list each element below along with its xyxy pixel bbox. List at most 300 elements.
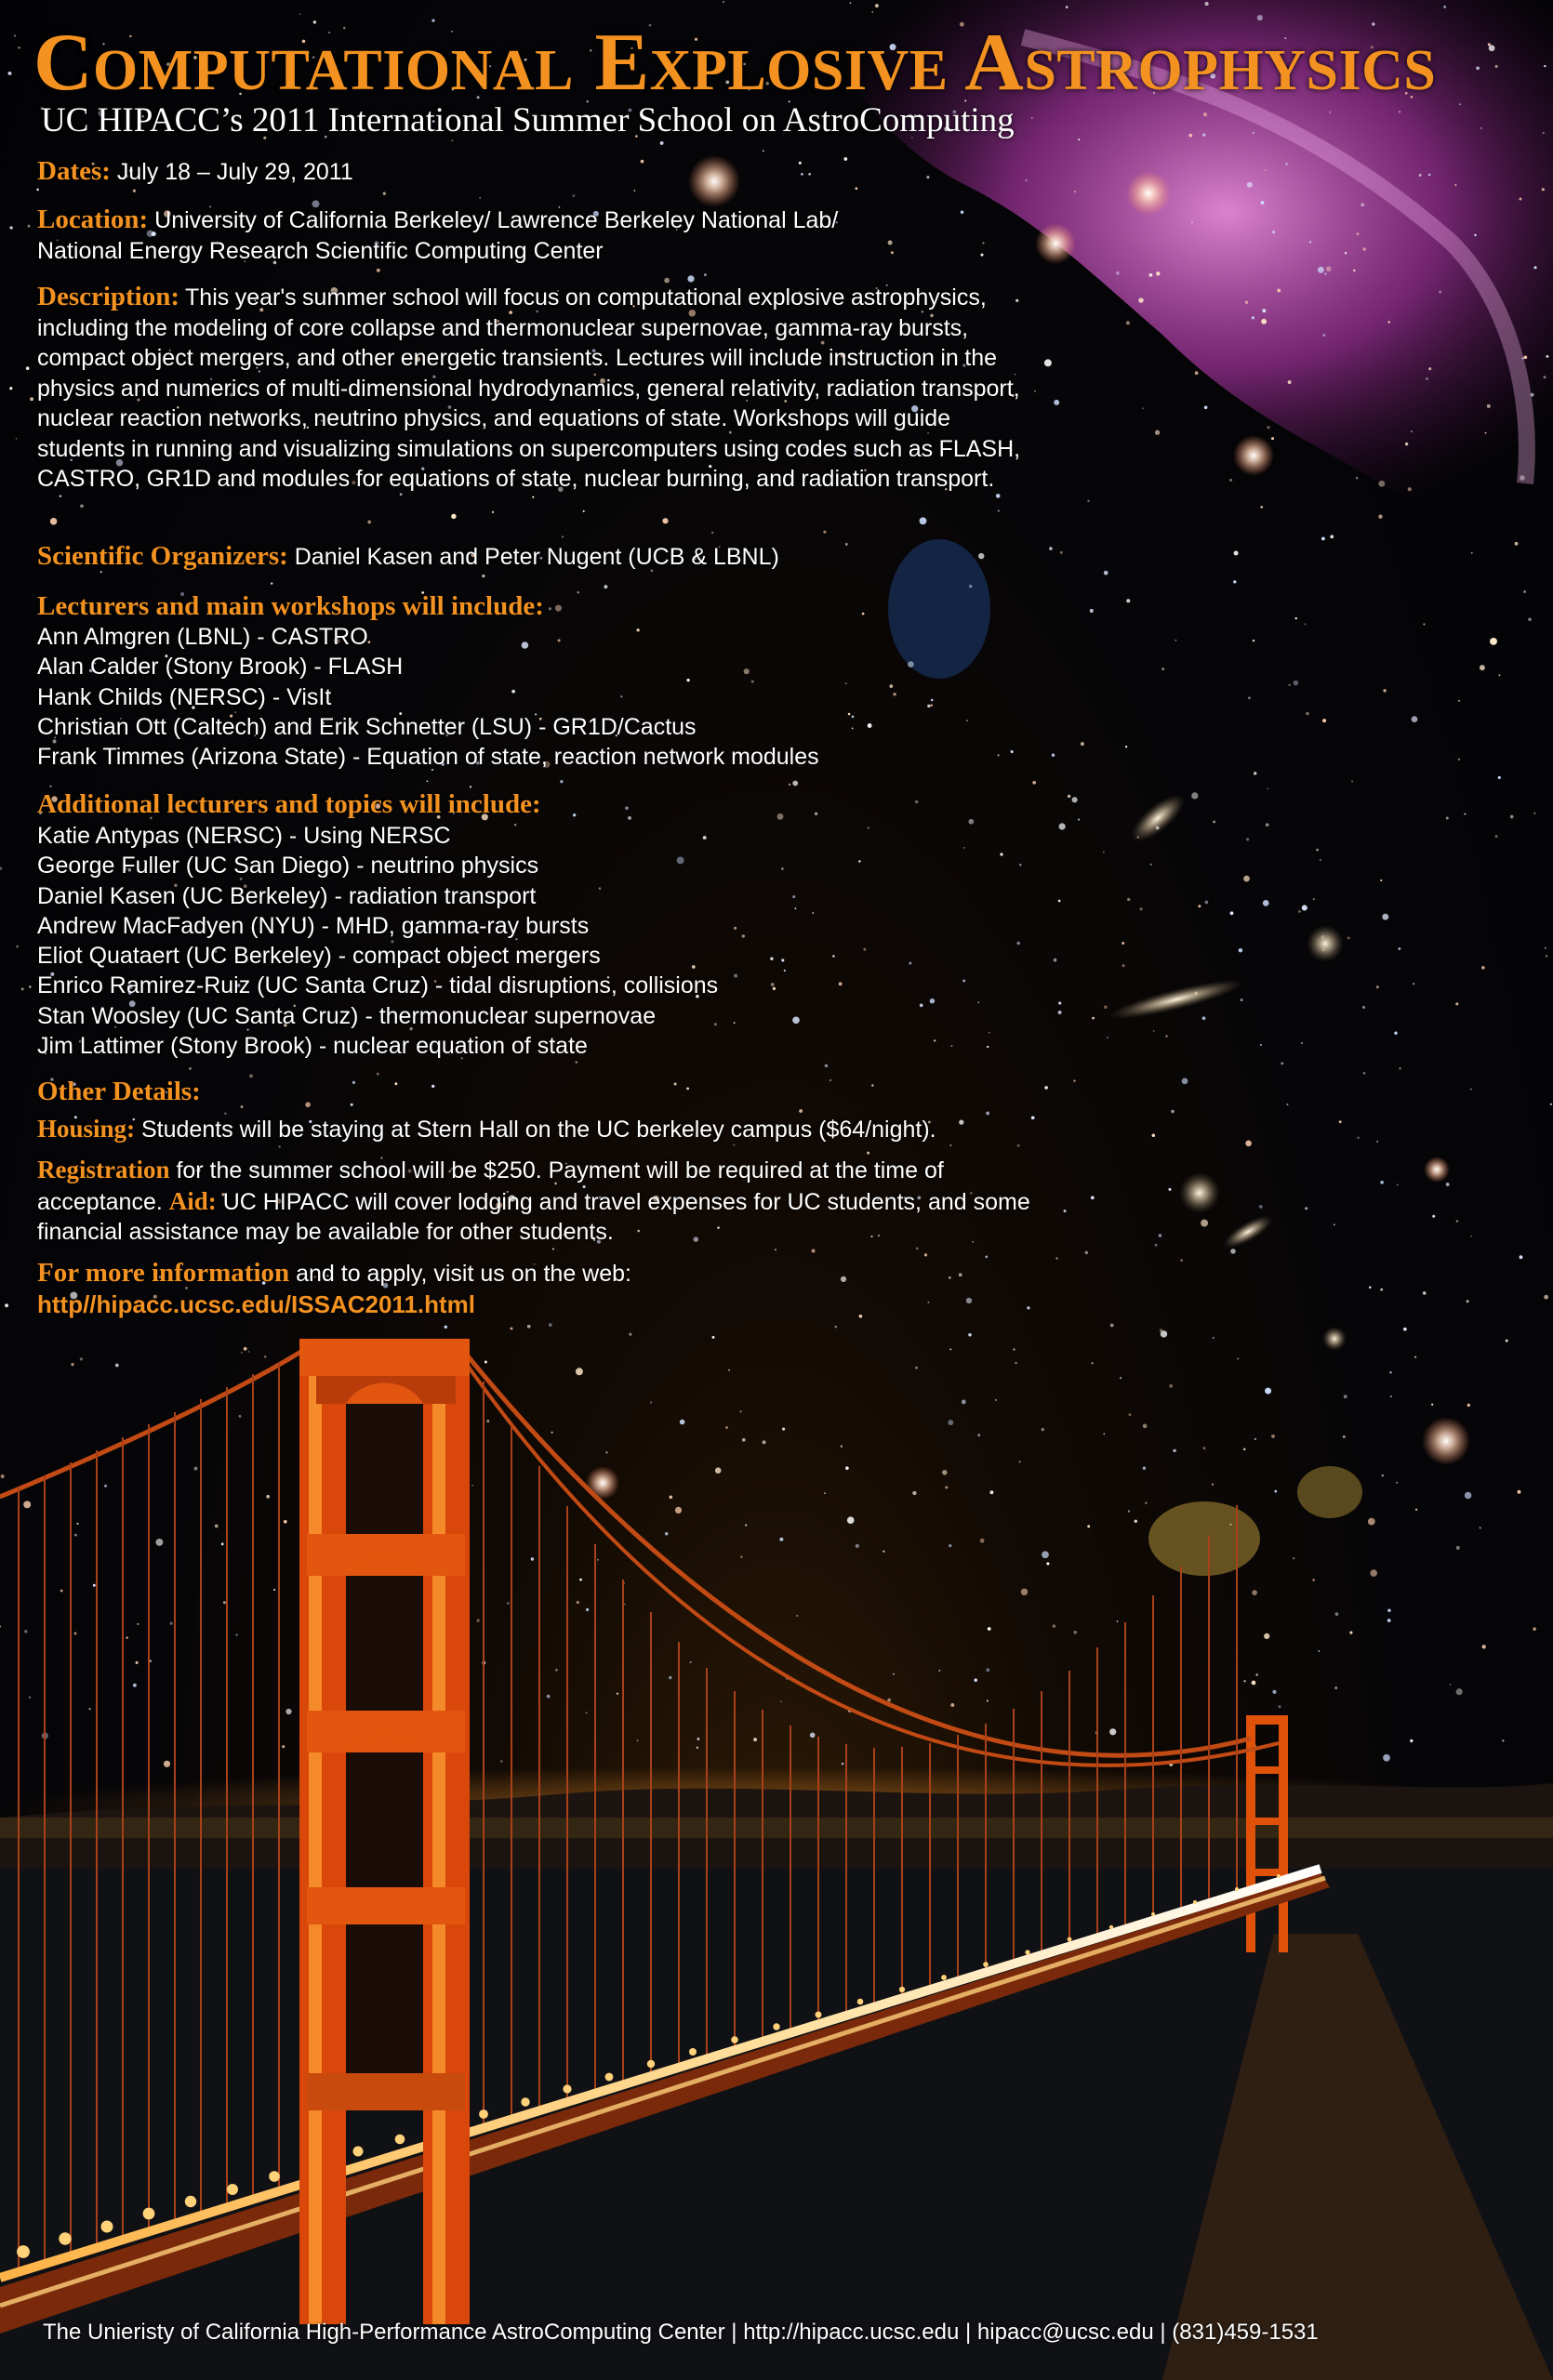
star: [284, 1520, 287, 1524]
star: [0, 866, 2, 869]
star: [1139, 907, 1142, 910]
star: [977, 1001, 979, 1003]
star: [1408, 487, 1412, 491]
star: [1203, 112, 1207, 116]
star: [1357, 1137, 1359, 1139]
star: [1455, 1002, 1458, 1005]
housing-label: Housing:: [37, 1115, 136, 1143]
star: [1423, 623, 1425, 625]
star: [1320, 859, 1321, 861]
star: [1081, 742, 1084, 746]
star: [1261, 319, 1267, 324]
star: [617, 1693, 618, 1695]
star: [1531, 393, 1534, 397]
location-block: [37, 205, 1060, 266]
star: [573, 813, 576, 816]
star: [1528, 618, 1532, 622]
lamp-light: [605, 2073, 614, 2082]
star: [264, 1355, 267, 1358]
star: [812, 912, 814, 914]
star: [1349, 1632, 1352, 1634]
star: [1380, 1289, 1383, 1291]
star: [30, 397, 33, 401]
star: [1054, 959, 1057, 962]
star: [950, 1045, 952, 1047]
star: [1302, 905, 1307, 910]
star: [1439, 291, 1441, 294]
star: [1265, 1388, 1271, 1395]
star: [1125, 746, 1127, 747]
star: [170, 1622, 173, 1625]
star: [1234, 550, 1239, 555]
star: [76, 1523, 78, 1525]
star: [1254, 772, 1256, 774]
star: [740, 1556, 742, 1558]
star: [950, 1703, 954, 1707]
lamp-light: [185, 2196, 196, 2207]
star: [1058, 1011, 1062, 1014]
lamp-light: [983, 1962, 989, 1967]
star: [1241, 998, 1243, 1001]
star: [1518, 1490, 1521, 1494]
star: [1272, 231, 1275, 233]
lamp-light: [1193, 1900, 1197, 1904]
star: [1322, 334, 1325, 337]
star: [1309, 241, 1311, 243]
lamp-light: [395, 2135, 405, 2145]
star: [577, 1601, 579, 1604]
registration-block: [37, 1155, 1060, 1248]
star: [576, 1061, 577, 1063]
star: [931, 699, 934, 702]
star: [920, 1004, 923, 1008]
star: [849, 2, 851, 4]
star: [1085, 1251, 1088, 1254]
star: [1000, 853, 1002, 855]
star: [1335, 1612, 1339, 1616]
star: [1032, 781, 1036, 785]
star: [1450, 1684, 1452, 1686]
star: [555, 605, 562, 612]
star: [1044, 1086, 1048, 1090]
star: [1087, 500, 1089, 502]
lamp-light: [1235, 1887, 1239, 1891]
star: [1248, 696, 1251, 699]
star: [930, 998, 935, 1003]
star: [394, 1082, 397, 1085]
list-item: George Fuller (UC San Diego) - neutrino physics: [37, 853, 539, 879]
star: [875, 4, 879, 7]
star: [745, 1524, 747, 1526]
star: [1169, 1384, 1173, 1388]
star: [742, 934, 745, 937]
lecturers-heading: Lecturers and main workshops will include:: [37, 591, 544, 621]
star: [1143, 1466, 1146, 1469]
star: [1405, 443, 1408, 445]
star: [1344, 1395, 1347, 1398]
star: [1387, 1619, 1391, 1622]
star: [547, 1695, 551, 1699]
star: [1376, 1141, 1378, 1143]
star: [1293, 1557, 1294, 1559]
star: [1150, 864, 1152, 866]
star: [753, 1738, 757, 1741]
lamp-light: [521, 2097, 529, 2106]
star: [1459, 103, 1461, 105]
lamp-light: [17, 2245, 30, 2258]
star: [770, 957, 773, 959]
star: [377, 269, 380, 272]
star: [1155, 430, 1160, 435]
star: [1011, 750, 1014, 753]
star: [1253, 132, 1254, 134]
suspension-cables: [0, 1348, 1279, 1765]
star: [1305, 1207, 1307, 1210]
star: [579, 1579, 582, 1581]
star: [239, 1415, 242, 1418]
star: [1545, 947, 1546, 949]
star: [215, 1525, 219, 1528]
star: [552, 1248, 554, 1250]
star: [555, 1669, 558, 1672]
star: [782, 1428, 785, 1431]
star: [915, 800, 918, 803]
star: [1318, 1650, 1320, 1652]
star: [1490, 638, 1497, 645]
list-item: Alan Calder (Stony Brook) - FLASH: [37, 654, 404, 681]
star: [1520, 1255, 1523, 1259]
star: [8, 72, 12, 75]
star: [966, 720, 968, 721]
star: [1143, 1424, 1148, 1429]
star: [1369, 1287, 1372, 1289]
star: [1343, 1435, 1346, 1438]
star: [868, 827, 869, 829]
star: [1465, 1492, 1472, 1500]
star: [1399, 111, 1400, 112]
star: [637, 1739, 639, 1741]
star: [1471, 552, 1473, 554]
star: [351, 1104, 353, 1106]
star: [1305, 623, 1307, 625]
star: [1520, 475, 1525, 481]
lamp-light: [1151, 1912, 1155, 1916]
star: [560, 780, 563, 783]
star: [1169, 1188, 1172, 1191]
star: [792, 895, 795, 898]
star: [1128, 1413, 1131, 1416]
list-item: Katie Antypas (NERSC) - Using NERSC: [37, 823, 451, 849]
star: [164, 1761, 170, 1767]
star: [486, 1420, 489, 1422]
star: [241, 1352, 243, 1354]
star: [1382, 1474, 1385, 1477]
star: [1091, 1196, 1095, 1199]
star: [629, 1333, 631, 1336]
lamp-light: [773, 2023, 779, 2030]
star: [1544, 1295, 1548, 1300]
star: [1487, 404, 1491, 408]
star: [104, 1485, 107, 1488]
star: [725, 1426, 728, 1429]
list-item: Hank Childs (NERSC) - VisIt: [37, 683, 332, 710]
star: [634, 190, 636, 192]
additional-list: [37, 821, 718, 1061]
galaxies: [1107, 787, 1362, 1576]
star: [236, 1634, 238, 1636]
star: [909, 962, 911, 965]
star: [604, 585, 607, 588]
star: [1382, 914, 1388, 920]
star: [852, 728, 854, 730]
star: [1275, 1490, 1278, 1493]
star: [1263, 900, 1269, 906]
star: [789, 784, 790, 786]
star: [697, 1747, 698, 1749]
star: [980, 1539, 985, 1543]
star: [1428, 174, 1431, 177]
star: [1252, 316, 1254, 319]
star: [1362, 1006, 1365, 1009]
star: [1271, 437, 1274, 440]
star: [1345, 252, 1347, 254]
star: [856, 1544, 859, 1548]
star: [1237, 1358, 1239, 1360]
organizers-value: Daniel Kasen and Peter Nugent (UCB & LBNL): [294, 544, 779, 570]
star: [21, 987, 24, 990]
dates-line: [37, 156, 1060, 188]
star: [377, 1073, 379, 1076]
star: [1476, 66, 1480, 70]
star: [1243, 876, 1250, 882]
star: [577, 591, 579, 593]
lamp-light: [59, 2232, 71, 2244]
star: [1443, 6, 1446, 8]
star: [1470, 1236, 1472, 1237]
star: [949, 1348, 951, 1350]
star: [549, 1323, 552, 1327]
star: [1091, 1362, 1093, 1364]
star: [889, 684, 893, 688]
star: [1245, 301, 1248, 304]
star: [1403, 1328, 1407, 1331]
star: [352, 1081, 355, 1084]
star: [1188, 134, 1192, 138]
star: [1031, 117, 1033, 119]
star: [1054, 400, 1059, 405]
star: [1087, 1525, 1090, 1527]
star: [728, 1369, 730, 1371]
star: [810, 1733, 816, 1739]
star: [1262, 309, 1266, 312]
star: [988, 1627, 991, 1631]
list-item: Andrew MacFadyen (NYU) - MHD, gamma-ray bursts: [37, 912, 590, 939]
star: [669, 1676, 671, 1679]
star: [1281, 1062, 1283, 1064]
list-item: Christian Ott (Caltech) and Erik Schnetter (LSU) - GR1D/Cactus: [37, 713, 697, 740]
star: [18, 46, 20, 48]
star: [934, 1039, 936, 1041]
star: [1298, 910, 1301, 913]
star: [1543, 376, 1546, 378]
star: [282, 1745, 285, 1748]
star: [9, 387, 12, 390]
star: [690, 1661, 692, 1663]
lamp-light: [1277, 1874, 1281, 1878]
more-info-label: For more information: [37, 1258, 290, 1288]
star: [1410, 1739, 1413, 1742]
star: [832, 955, 834, 957]
list-item: Eliot Quataert (UC Berkeley) - compact object mergers: [37, 943, 601, 970]
star: [1243, 1448, 1246, 1450]
star: [29, 985, 31, 987]
star: [1173, 1449, 1175, 1452]
star: [26, 366, 30, 370]
star: [1213, 821, 1215, 824]
star: [1489, 45, 1495, 51]
star: [1542, 188, 1545, 191]
star: [221, 1542, 224, 1545]
star: [1467, 1300, 1469, 1302]
star: [597, 1559, 599, 1561]
star: [841, 1446, 843, 1448]
star: [29, 1697, 31, 1699]
star: [938, 1670, 940, 1672]
star: [285, 1709, 291, 1714]
star: [241, 1105, 244, 1108]
star: [266, 1495, 270, 1499]
lecturers-list: [37, 622, 819, 772]
star: [1261, 201, 1265, 205]
star: [883, 1551, 884, 1553]
dates-label: Dates:: [37, 156, 111, 186]
star: [662, 518, 668, 523]
star: [549, 607, 551, 610]
star: [794, 907, 796, 909]
star: [1128, 1510, 1130, 1512]
star: [16, 438, 18, 440]
star: [479, 197, 481, 199]
star: [1313, 898, 1315, 900]
star: [1046, 1562, 1049, 1565]
star: [1495, 835, 1498, 838]
star: [1286, 1104, 1288, 1105]
star: [1044, 359, 1052, 366]
star: [1252, 1681, 1256, 1686]
star: [887, 1699, 891, 1702]
details-heading: Other Details:: [37, 1077, 201, 1106]
star: [1412, 716, 1418, 722]
website-link[interactable]: http//hipacc.ucsc.edu/ISSAC2011.html: [37, 1289, 476, 1318]
star: [477, 1619, 480, 1621]
star: [1182, 1078, 1188, 1085]
star: [1474, 234, 1477, 237]
star: [1058, 823, 1065, 829]
registration-text: for the summer school will be $250. Payment will be required at the time of acceptance.: [37, 1157, 944, 1215]
star: [625, 806, 629, 810]
star: [1288, 380, 1292, 384]
star: [551, 1432, 552, 1434]
star: [1204, 405, 1208, 409]
star: [734, 1022, 736, 1024]
star: [1201, 1220, 1208, 1227]
star: [244, 1347, 247, 1351]
star: [367, 521, 371, 524]
star: [133, 190, 136, 192]
star: [1387, 321, 1390, 324]
star: [1363, 1072, 1365, 1074]
star: [945, 1486, 948, 1488]
star: [777, 813, 784, 820]
star: [986, 1668, 989, 1672]
star: [675, 1507, 682, 1514]
star: [24, 1630, 27, 1633]
star: [1480, 127, 1482, 129]
star: [1110, 1324, 1114, 1328]
star: [868, 723, 872, 728]
star: [1122, 942, 1124, 945]
star: [1481, 966, 1484, 969]
star: [815, 813, 817, 815]
star: [670, 1496, 673, 1500]
star: [1351, 780, 1353, 782]
star: [583, 510, 585, 512]
star: [0, 1625, 1, 1627]
star: [1378, 515, 1382, 519]
star: [1212, 1484, 1214, 1486]
star: [1171, 1110, 1174, 1113]
footer-contact: The Unieristy of California High-Performance AstroComputing Center | http://hipacc.ucsc.edu | hipacc@ucsc.edu | (831)459-1531: [43, 2320, 1319, 2345]
star: [792, 781, 798, 787]
star: [1523, 590, 1526, 593]
star: [80, 504, 84, 508]
star: [1495, 65, 1498, 68]
star: [773, 987, 776, 990]
star: [912, 1491, 916, 1495]
star: [660, 141, 664, 145]
star: [1126, 321, 1130, 324]
star: [734, 974, 737, 978]
star: [1521, 357, 1523, 359]
star: [1515, 542, 1519, 546]
star: [27, 225, 30, 228]
location-line1: University of California Berkeley/ Lawrence Berkeley National Lab/: [154, 207, 839, 233]
star: [1285, 163, 1288, 165]
star: [273, 1589, 275, 1591]
star: [987, 1046, 989, 1048]
star: [845, 682, 847, 684]
lamp-light: [857, 1999, 864, 2005]
star: [711, 532, 713, 534]
star: [1413, 983, 1414, 985]
star: [1520, 198, 1522, 201]
star: [305, 1102, 311, 1107]
star: [715, 1467, 722, 1474]
star: [427, 780, 429, 782]
star: [1426, 377, 1428, 380]
list-item: Daniel Kasen (UC Berkeley) - radiation transport: [37, 882, 537, 909]
star: [1103, 1433, 1105, 1435]
star: [249, 1074, 253, 1078]
star: [796, 1615, 798, 1617]
star: [799, 1109, 803, 1113]
star: [989, 1490, 993, 1494]
star: [1431, 1404, 1433, 1406]
star: [1316, 849, 1319, 852]
list-item: Stan Woosley (UC Santa Cruz) - thermonuclear supernovae: [37, 1002, 657, 1029]
star: [532, 496, 534, 498]
star: [962, 980, 965, 983]
